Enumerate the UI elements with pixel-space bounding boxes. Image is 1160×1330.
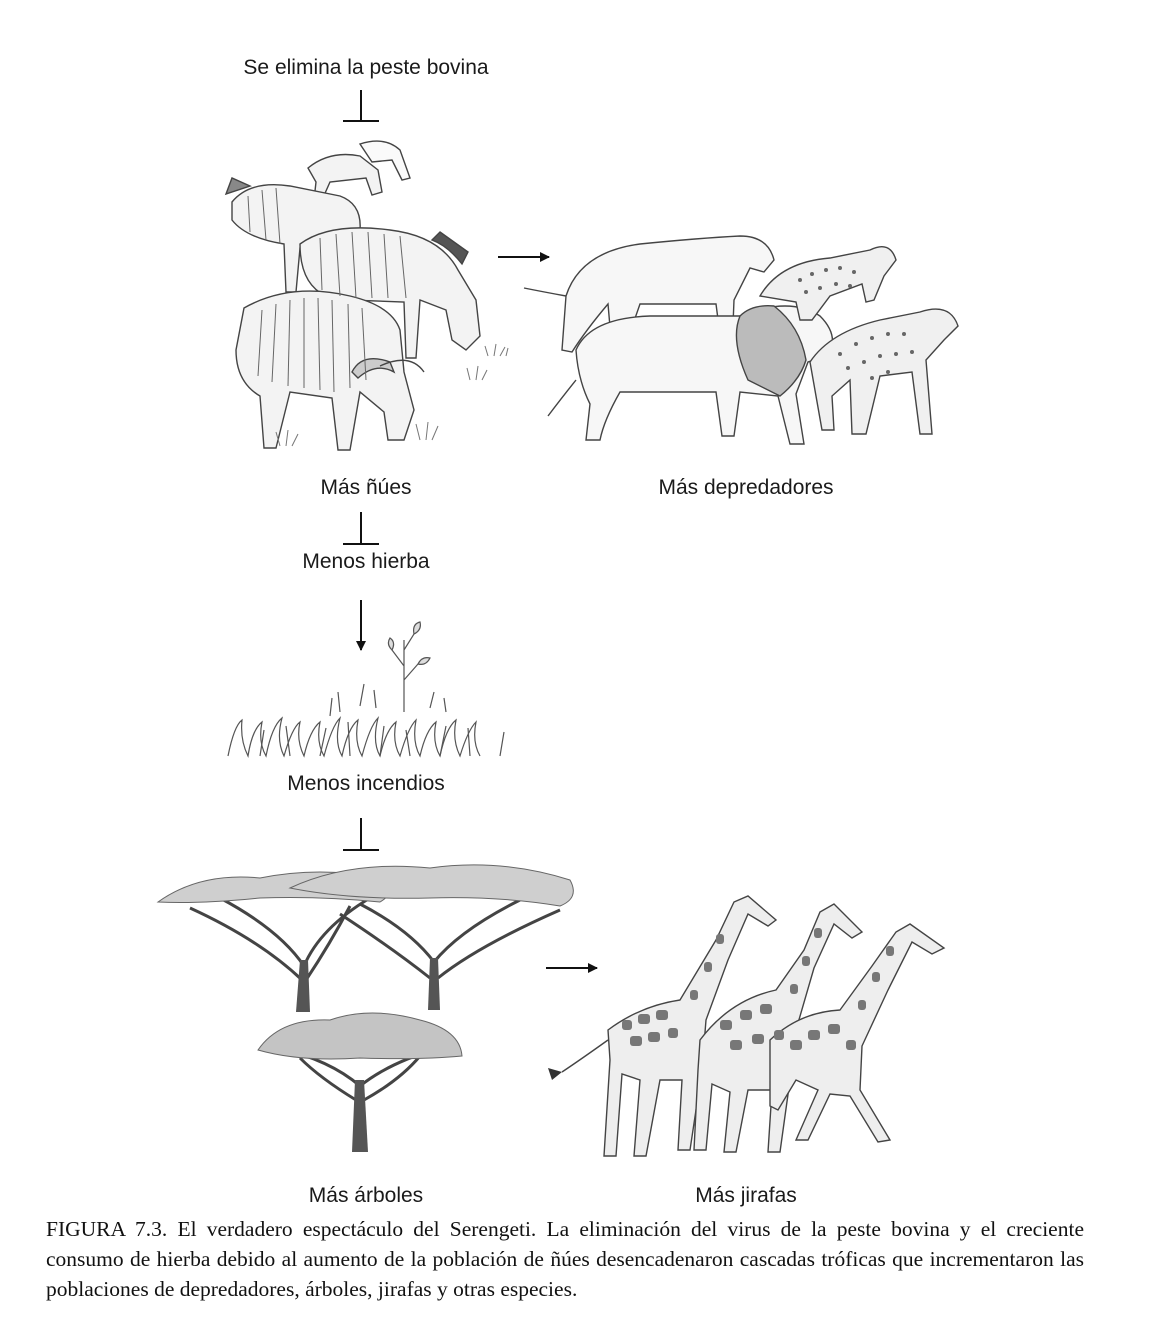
label-more-wildebeest: Más ñúes [320,476,412,499]
label-more-predators: Más depredadores [658,476,834,499]
label-rinderpest-removed: Se elimina la peste bovina [243,56,489,79]
inhibit-connector-1 [343,90,379,121]
predators-illustration [524,236,958,444]
label-more-trees: Más árboles [308,1184,424,1207]
grass-illustration [228,622,504,756]
figure-caption: FIGURA 7.3. El verdadero espectáculo del Serengeti. La eliminación del virus de la peste bovina y el creciente consumo de hierba debido al aumento de la población de ñúes desencadenaron cascadas tróficas que incrementaron las poblaciones de depredadores, árboles, jirafas y otras especies. [46,1217,1084,1301]
inhibit-connector-2 [343,512,379,544]
acacia-trees-illustration [158,865,573,1152]
label-less-grass: Menos hierba [302,550,430,573]
inhibit-connector-3 [343,818,379,850]
label-more-giraffes: Más jirafas [695,1184,797,1207]
wildebeest-herd-illustration [226,141,508,450]
giraffes-illustration [548,896,944,1156]
label-fewer-fires: Menos incendios [287,772,445,795]
